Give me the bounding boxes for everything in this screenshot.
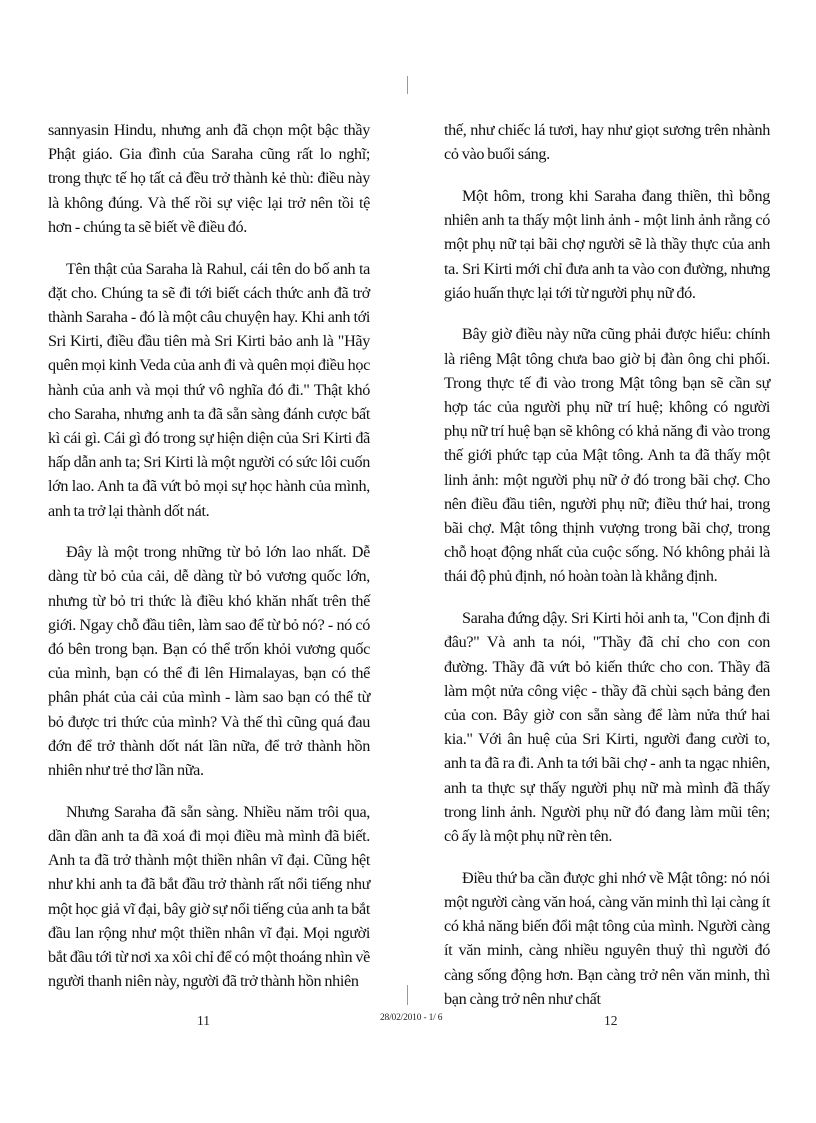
right-paragraph-2: Một hôm, trong khi Saraha đang thiền, thì bỗng nhiên anh ta thấy một linh ảnh - một linh ảnh rằng có một phụ nữ tại bãi chợ người sẽ là thầy thực của anh ta. Sri Kirti mới chỉ đưa anh ta vào con đường, nhưng giáo huấn thực lại tới từ người phụ nữ đó. [444,186,770,302]
left-paragraph-1: sannyasin Hindu, nhưng anh đã chọn một bậc thầy Phật giáo. Gia đình của Saraha cũng rất lo nghĩ; trong thực tế họ tất cả đều trở thành kẻ thù: điều này là không đúng. Và thế rồi sự việc lại trở nên tồi tệ hơn - chúng ta sẽ biết về điều đó. [48,121,370,236]
left-paragraph-3: Đây là một trong những từ bỏ lớn lao nhất. Dễ dàng từ bỏ của cải, dễ dàng từ bỏ vương quốc lớn, nhưng từ bỏ tri thức là điều khó khăn nhất trên thế giới. Ngay chỗ đầu tiên, làm sao để từ bỏ nó? - nó có đó bên trong bạn. Bạn có thể trốn khỏi vương quốc của mình, bạn có thể đi lên Himalayas, bạn có thể phân phát của cải của mình - làm sao bạn có thể từ bỏ được tri thức của mình? Và thế thì cũng quá đau đớn để trở thành dốt nát lần nữa, để trở thành hồn nhiên như trẻ thơ lần nữa. [48,543,370,780]
footer-date: 28/02/2010 - 1/ 6 [380,1013,443,1023]
right-paragraph-5: Điều thứ ba cần được ghi nhớ về Mật tông: nó nói một người càng văn hoá, càng văn minh thì lại càng ít có khả năng biến đổi mật tông của mình. Người càng ít văn minh, càng nhiều nguyên thuỷ thì người đó càng sống động hơn. Bạn càng trở nên văn minh, thì bạn càng trở nên như chất [444,868,770,1008]
right-paragraph-1: thế, như chiếc lá tươi, hay như giọt sương trên nhành cỏ vào buổi sáng. [444,121,770,164]
right-page-column [444,118,770,1028]
left-page-column [48,118,370,1011]
left-paragraph-4: Nhưng Saraha đã sẵn sàng. Nhiều năm trôi qua, dần dần anh ta đã xoá đi mọi điều mà mình đã biết. Anh ta đã trở thành một thiền nhân vĩ đại. Cũng hệt như khi anh ta đã bắt đầu trở thành rất nổi tiếng như một học giả vĩ đại, bây giờ sự nổi tiếng của anh ta bắt đầu lan rộng như một thiền nhân vĩ đại. Mọi người bắt đầu tới từ nơi xa xôi chỉ để có một thoáng nhìn về người thanh niên này, người đã trở thành hồn nhiên [48,802,370,991]
right-paragraph-4: Saraha đứng dậy. Sri Kirti hỏi anh ta, "Con định đi đâu?" Và anh ta nói, "Thầy đã chỉ cho con con đường. Thầy đã vứt bỏ kiến thức cho con. Thầy đã làm một nửa công việc - thầy đã chùi sạch bảng đen của con. Bây giờ con sẵn sàng để làm nửa thứ hai kia." Với ân huệ của Sri Kirti, người đang cười to, anh ta đã ra đi. Anh ta tới bãi chợ - anh ta ngạc nhiên, anh ta thực sự thấy người phụ nữ mà mình đã thấy trong linh ảnh. Người phụ nữ đó đang làm mũi tên; cô ấy là một phụ nữ rèn tên. [444,609,770,845]
center-divider-bottom [407,985,408,1005]
center-divider-top [407,76,408,94]
left-page-number: 11 [197,1013,210,1028]
right-page-number: 12 [604,1013,618,1028]
left-paragraph-2: Tên thật của Saraha là Rahul, cái tên do bố anh ta đặt cho. Chúng ta sẽ đi tới biết cách thức anh đã trở thành Saraha - đó là một câu chuyện hay. Khi anh tới Sri Kirti, điều đầu tiên mà Sri Kirti bảo anh là "Hãy quên mọi kinh Veda của anh đi và quên mọi điều học hành của anh và mọi thứ vô nghĩa đó đi." Thật khó cho Saraha, nhưng anh ta đã sẵn sàng đánh cược bất kì cái gì. Cái gì đó trong sự hiện diện của Sri Kirti đã hấp dẫn anh ta; Sri Kirti là một người có sức lôi cuốn lớn lao. Anh ta đã vứt bỏ mọi sự học hành của mình, anh ta trở lại thành dốt nát. [48,259,370,520]
right-paragraph-3: Bây giờ điều này nữa cũng phải được hiểu: chính là riêng Mật tông chưa bao giờ bị đàn ông chi phối. Trong thực tế đi vào trong Mật tông bạn sẽ cần sự hợp tác của người phụ nữ trí huệ; không có người phụ nữ trí huệ bạn sẽ không có khả năng đi vào trong thế giới phức tạp của Mật tông. Anh ta đã thấy một linh ảnh: một người phụ nữ ở đó trong bãi chợ. Cho nên điều đầu tiên, người phụ nữ; điều thứ hai, trong bãi chợ. Mật tông thịnh vượng trong bãi chợ, trong chỗ hoạt động nhất của cuộc sống. Nó không phải là thái độ phủ định, nó hoàn toàn là khẳng định. [444,325,770,586]
